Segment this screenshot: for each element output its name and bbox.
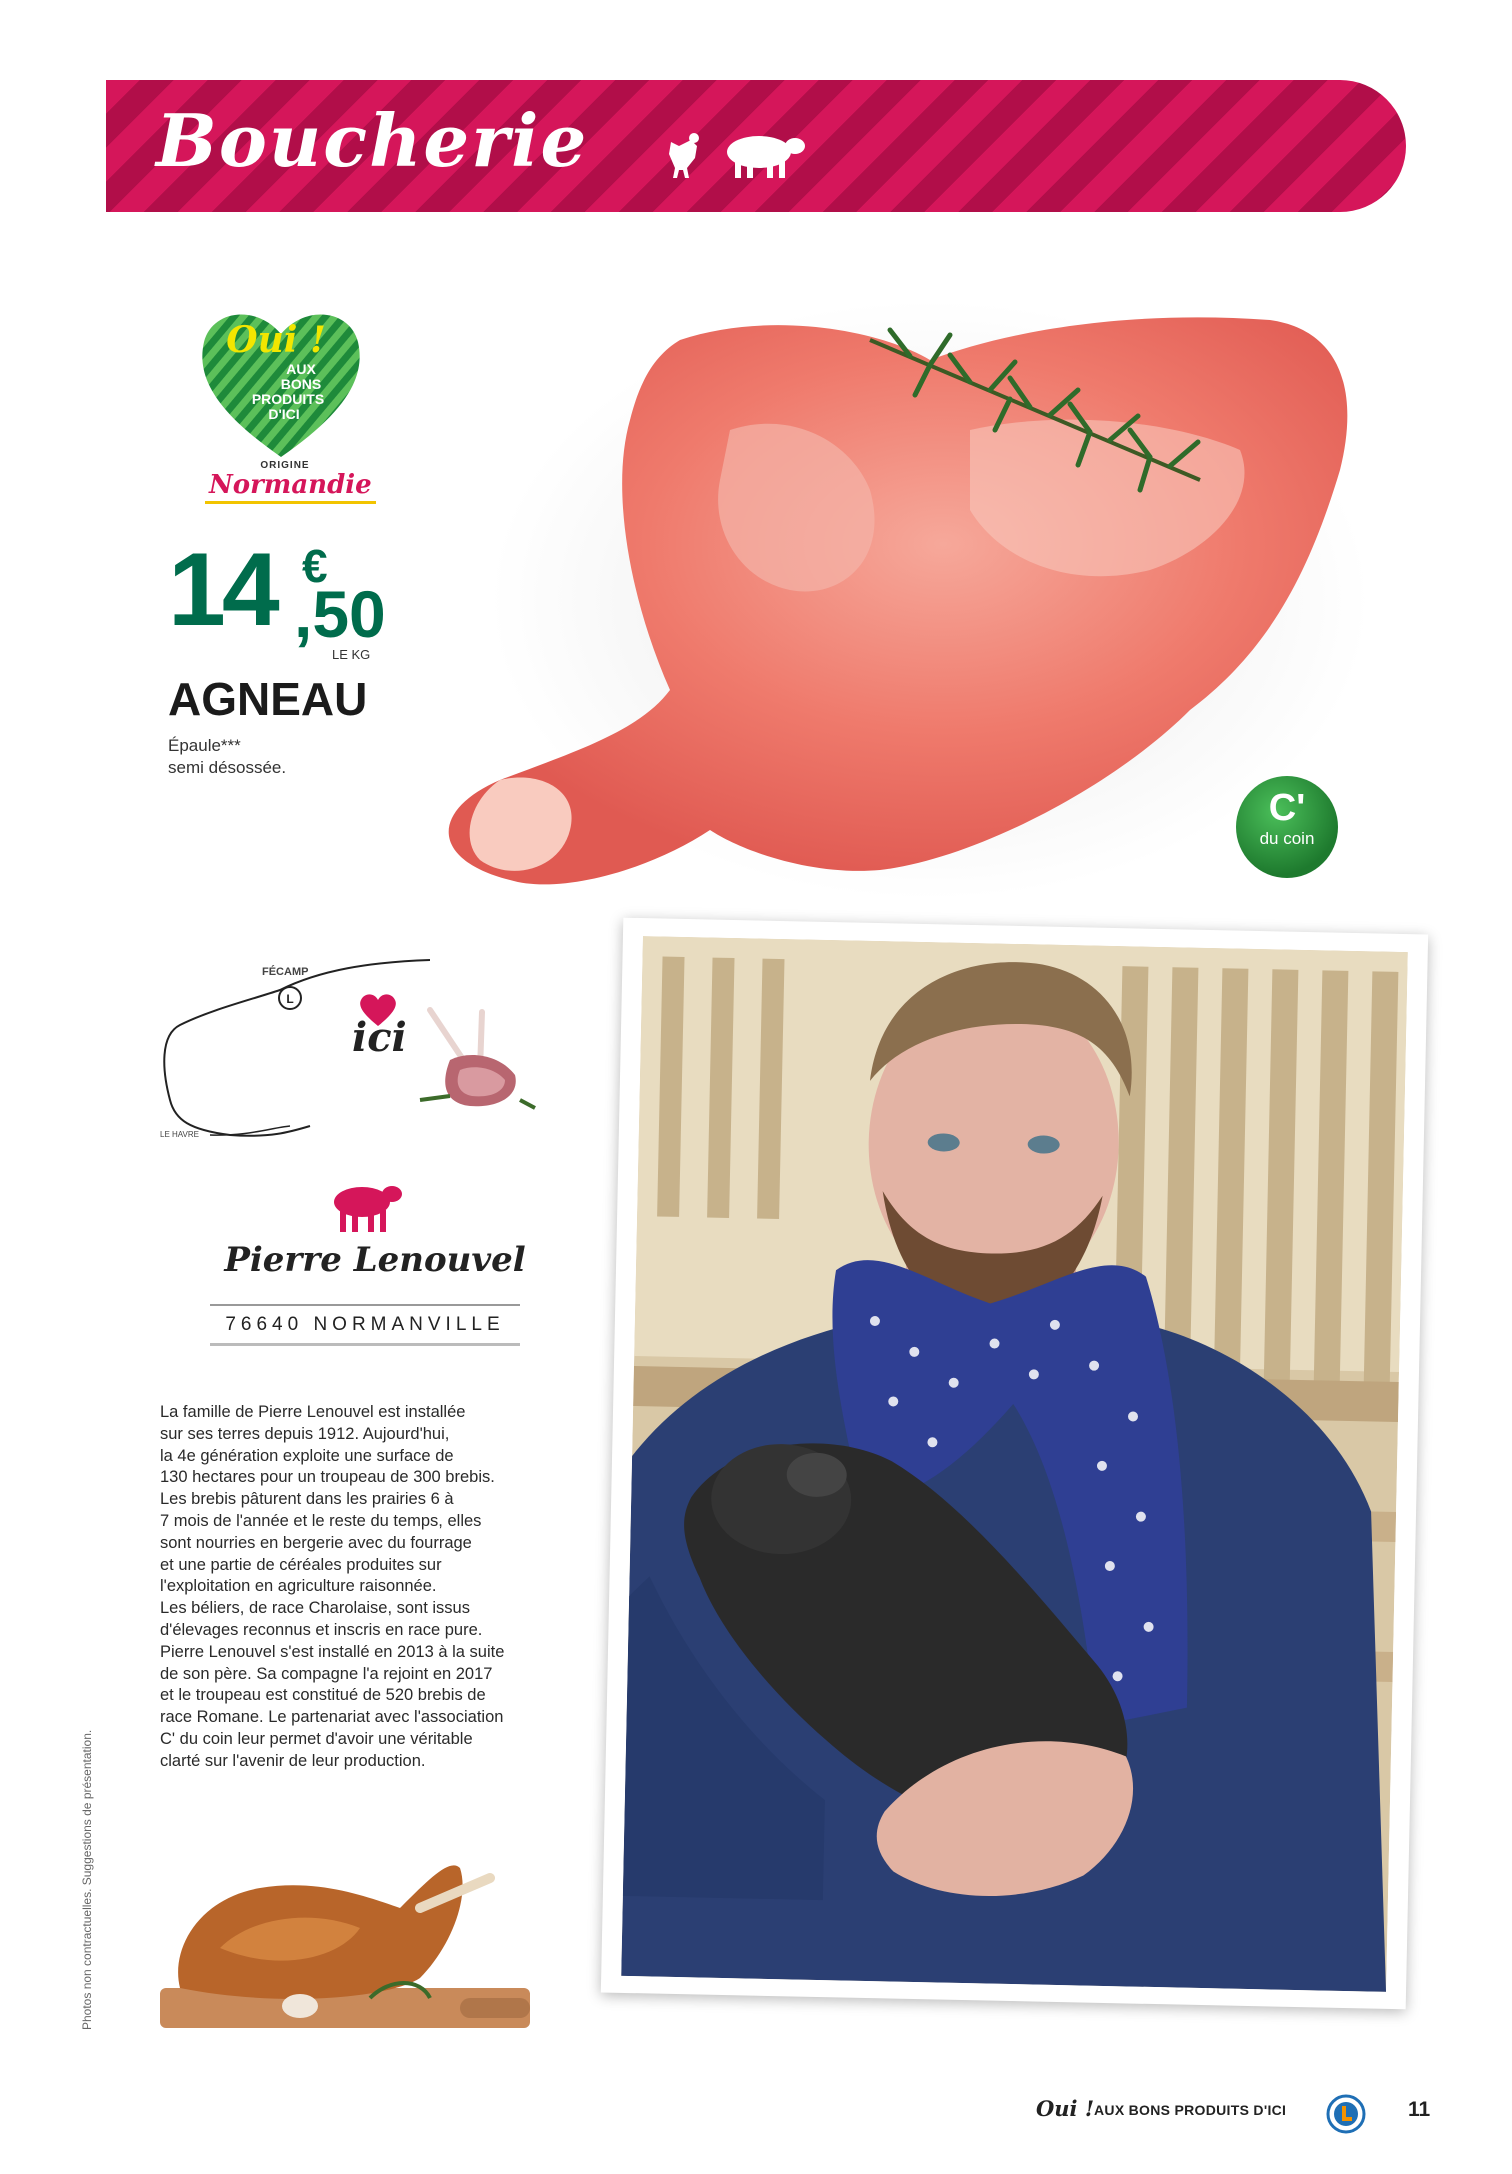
badge-c: C' [1268,787,1306,829]
oui-heart-label-icon [196,302,366,462]
roast-lamb-image [160,1838,540,2048]
producer-name: Pierre Lenouvel [224,1240,526,1280]
chicken-sheep-icon [661,124,821,184]
badge-text: du coin [1259,829,1315,848]
leclerc-logo-icon [1326,2094,1366,2134]
svg-text:L: L [286,992,294,1006]
label-line4: D'ICI [268,406,300,422]
origine-region: Normandie [205,471,376,504]
story-line: sur ses terres depuis 1912. Aujourd'hui, [160,1424,450,1443]
story-line: 7 mois de l'année et le reste du temps, elles [160,1511,482,1530]
footer-tagline: AUX BONS PRODUITS D'ICI [1094,2102,1287,2118]
page-number: 11 [1408,2098,1431,2121]
price-decimal: ,50 [294,577,386,651]
story-line: et une partie de céréales produites sur [160,1555,442,1574]
ici-text: ici [352,1014,407,1061]
story-line: 130 hectares pour un troupeau de 300 brebis. [160,1468,495,1487]
lamb-shoulder-image [410,270,1370,910]
price-block [168,532,448,662]
producer-photo [621,936,1408,1992]
story-line: race Romane. Le partenariat avec l'association [160,1708,504,1727]
label-line1: AUX [286,361,316,377]
price-currency: € [302,540,328,592]
origine-label: ORIGINE [260,460,310,471]
story-line: Les brebis pâturent dans les prairies 6 à [160,1490,454,1509]
story-line: l'exploitation en agriculture raisonnée. [160,1577,437,1596]
price-integer: 14 [168,532,276,648]
section-title: Boucherie [156,98,589,183]
sheep-icon [328,1178,404,1234]
origine-block [205,460,372,504]
story-line: d'élevages reconnus et inscris en race pure. [160,1620,483,1639]
producer-city: 76640 NORMANVILLE [210,1304,520,1346]
disclaimer-note: Photos non contractuelles. Suggestions de présentation. [80,1729,94,2030]
product-desc-line2: semi désossée. [168,758,287,777]
story-line: Pierre Lenouvel s'est installé en 2013 à la suite [160,1642,505,1661]
producer-photo-frame [601,918,1428,2010]
lamb-ribs-image [410,1000,540,1120]
map-city-le-havre: LE HAVRE [160,1130,199,1139]
label-line3: PRODUITS [251,391,325,407]
section-banner [106,80,1406,212]
product-desc-line1: Épaule*** [168,736,241,755]
story-line: et le troupeau est constitué de 520 brebis de [160,1686,486,1705]
producer-story [160,1402,545,1773]
c-du-coin-badge [1236,776,1338,878]
product-name: AGNEAU [168,673,368,725]
product-description [168,735,286,779]
label-line2: BONS [280,376,322,392]
story-line: sont nourries en bergerie avec du fourrage [160,1533,472,1552]
story-line: Les béliers, de race Charolaise, sont issus [160,1599,470,1618]
label-oui-text: Oui ! [226,319,326,361]
story-line: clarté sur l'avenir de leur production. [160,1751,426,1770]
story-line: de son père. Sa compagne l'a rejoint en 2017 [160,1664,493,1683]
story-line: La famille de Pierre Lenouvel est installée [160,1403,466,1421]
map-city-fecamp: FÉCAMP [262,966,309,978]
story-line: C' du coin leur permet d'avoir une véritable [160,1729,473,1748]
story-line: la 4e génération exploite une surface de [160,1446,454,1465]
page-footer [1036,2094,1436,2134]
footer-oui: Oui ! [1036,2096,1095,2121]
price-unit: LE KG [332,647,371,662]
